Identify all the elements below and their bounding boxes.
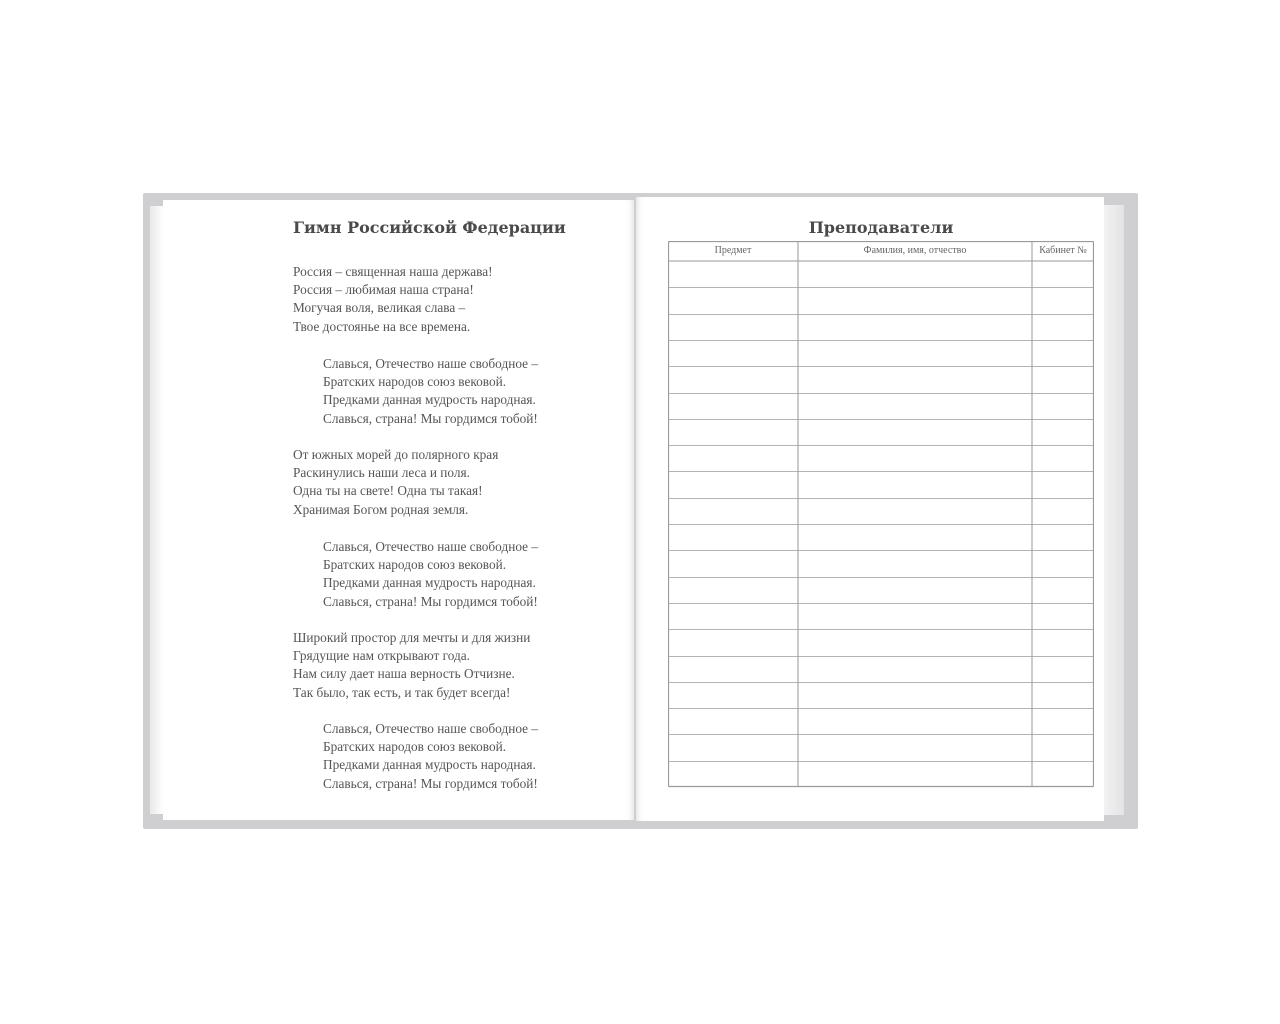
stanza-line: Славься, Отечество наше свободное – [323,721,539,736]
stanza-line: Раскинулись наши леса и поля. [293,465,470,481]
stanza-verse-1 [293,263,493,336]
column-header-room: Кабинет № [1039,245,1087,256]
anthem-title: Гимн Российской Федерации [293,218,566,237]
stanza-line: Братских народов союз вековой. [323,557,507,573]
stanza-line: Славься, страна! Мы гордимся тобой! [323,775,538,791]
stanza-verse-2 [293,446,498,519]
stanza-line: Россия – священная наша держава! [293,264,493,279]
stanza-line: Грядущие нам открывают года. [293,648,470,664]
stanza-line: Одна ты на свете! Одна ты такая! [293,483,483,499]
stanza-chorus-3 [323,720,538,793]
teachers-table [668,241,1094,788]
stanza-line: Славься, Отечество наше свободное – [323,356,539,371]
stanza-line: Нам силу дает наша верность Отчизне. [293,666,515,682]
stanza-line: Славься, страна! Мы гордимся тобой! [323,410,538,426]
left-page-edge [150,206,164,814]
stanza-line: Хранимая Богом родная земля. [293,501,469,517]
stanza-line: Предками данная мудрость народная. [323,575,536,591]
stanza-line: Предками данная мудрость народная. [323,757,536,773]
right-page-edge [1104,205,1124,815]
stanza-line: Братских народов союз вековой. [323,739,507,755]
stanza-line: Могучая воля, великая слава – [293,300,466,316]
stanza-verse-3 [293,629,530,702]
teachers-table-grid [668,241,1094,788]
stanza-chorus-2 [323,538,538,611]
stanza-line: Предками данная мудрость народная. [323,392,536,408]
stanza-line: От южных морей до полярного края [293,447,499,462]
stanza-line: Так было, так есть, и так будет всегда! [293,684,511,700]
stanza-line: Братских народов союз вековой. [323,374,507,390]
stanza-line: Славься, Отечество наше свободное – [323,539,539,554]
stanza-chorus-1 [323,355,538,428]
stanza-line: Россия – любимая наша страна! [293,282,474,298]
teachers-title: Преподаватели [808,218,954,237]
column-header-subject: Предмет [714,245,752,256]
column-header-name: Фамилия, имя, отчество [863,245,967,256]
stanza-line: Славься, страна! Мы гордимся тобой! [323,593,538,609]
stanza-line: Широкий простор для мечты и для жизни [293,630,531,645]
stanza-line: Твое достоянье на все времена. [293,318,471,334]
